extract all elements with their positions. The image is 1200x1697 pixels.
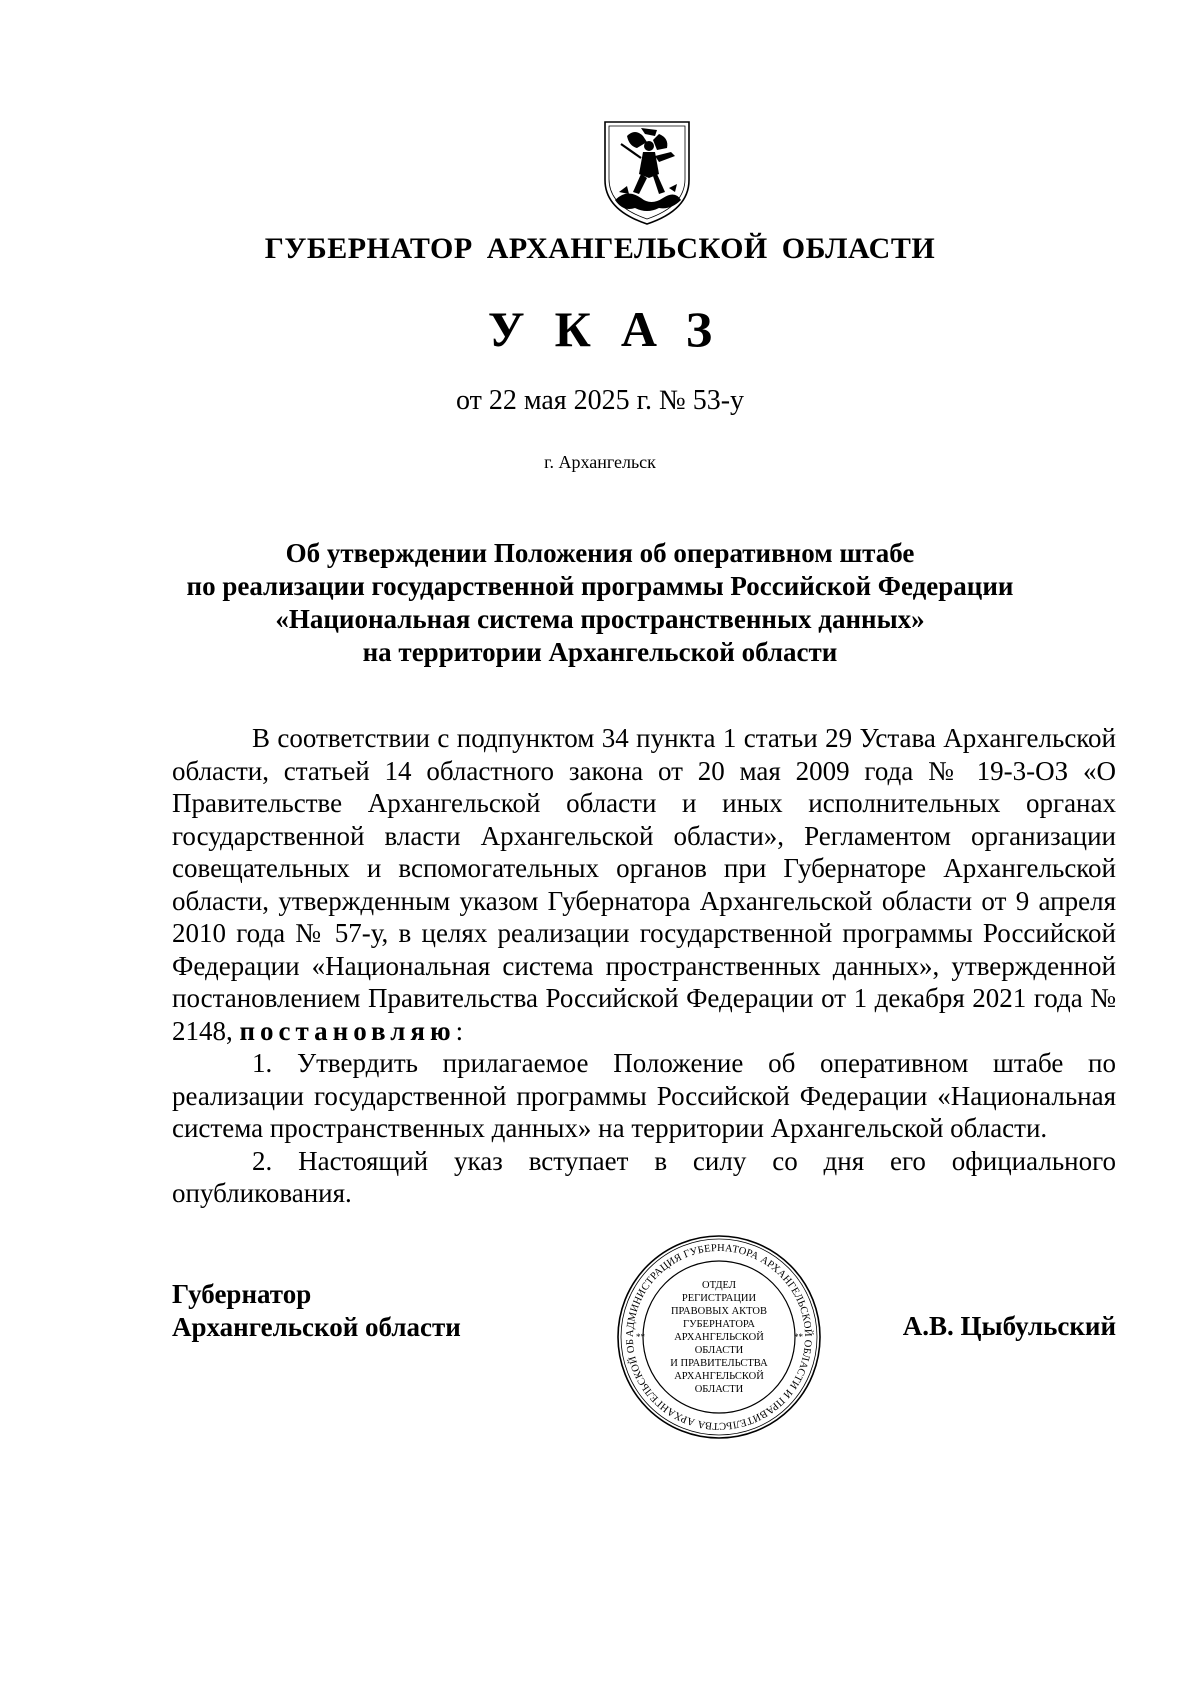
title-line: на территории Архангельской области bbox=[362, 637, 838, 667]
seal-center-line: И ПРАВИТЕЛЬСТВА bbox=[670, 1357, 768, 1369]
preamble-paragraph bbox=[172, 722, 1116, 1047]
seal-center-line: ГУБЕРНАТОРА bbox=[683, 1318, 755, 1330]
coat-of-arms-icon bbox=[597, 118, 697, 228]
seal-center-line: ОТДЕЛ bbox=[702, 1279, 736, 1291]
decree-colon: : bbox=[455, 1015, 464, 1046]
official-seal bbox=[614, 1232, 824, 1442]
seal-center-line: ПРАВОВЫХ АКТОВ bbox=[670, 1305, 768, 1317]
document-type: УКАЗ bbox=[487, 301, 743, 357]
seal-center bbox=[614, 1232, 824, 1442]
title-line: «Национальная система пространственных данных» bbox=[275, 604, 925, 634]
seal-center-line: РЕГИСТРАЦИИ bbox=[681, 1292, 757, 1304]
preamble-text: В соответствии с подпунктом 34 пункта 1 статьи 29 Устава Архангельской области, статьей 14 областного закона от 20 мая 2009 года № 19-3-ОЗ «О Правительстве Архангельской области и иных исполнительных органах государственной власти Архангельской области», Регламентом организации совещательных и вспомогательных органов при Губернаторе Архангельской области, утвержденным указом Губернатора Архангельской области от 9 апреля 2010 года № 57-у, в целях реализации государственной программы Российской Федерации «Национальная система пространственных данных», утвержденной постановлением Правительства Российской Федерации от 1 декабря 2021 года № 2148, bbox=[172, 723, 1116, 1046]
signatory-position bbox=[172, 1278, 461, 1344]
seal-center-line: АРХАНГЕЛЬСКОЙ bbox=[674, 1331, 764, 1343]
document-city: г. Архангельск bbox=[544, 452, 656, 472]
seal-center-line: АРХАНГЕЛЬСКОЙ bbox=[674, 1370, 764, 1382]
seal-center-line: ОБЛАСТИ bbox=[694, 1383, 744, 1395]
document-title bbox=[0, 537, 1200, 669]
document-date-number: от 22 мая 2025 г. № 53-у bbox=[455, 385, 745, 416]
seal-center-line: ОБЛАСТИ bbox=[694, 1344, 744, 1356]
decree-word: постановляю bbox=[239, 1015, 456, 1046]
title-line: Об утверждении Положения об оперативном штабе bbox=[285, 538, 915, 568]
item-1: 1. Утвердить прилагаемое Положение об оперативном штабе по реализации государственной программы Российской Федерации «Национальная система пространственных данных» на территории Архангельской области. bbox=[172, 1048, 1116, 1143]
document-body bbox=[172, 722, 1116, 1210]
signatory-position-line: Губернатор bbox=[172, 1279, 312, 1309]
issuing-authority: ГУБЕРНАТОР АРХАНГЕЛЬСКОЙ ОБЛАСТИ bbox=[264, 232, 936, 265]
svg-text:**: ** bbox=[636, 1332, 645, 1342]
signatory-position-line: Архангельской области bbox=[172, 1312, 461, 1342]
svg-text:**: ** bbox=[794, 1332, 803, 1342]
item-2: 2. Настоящий указ вступает в силу со дня его официального опубликования. bbox=[172, 1145, 1116, 1208]
seal-ring-text: АДМИНИСТРАЦИЯ ГУБЕРНАТОРА АРХАНГЕЛЬСКОЙ ОБЛАСТИ И ПРАВИТЕЛЬСТВА АРХАНГЕЛЬСКОЙ ОБ bbox=[624, 1242, 814, 1432]
title-line: по реализации государственной программы Российской Федерации bbox=[186, 571, 1014, 601]
signatory-name: А.В. Цыбульский bbox=[902, 1311, 1116, 1341]
